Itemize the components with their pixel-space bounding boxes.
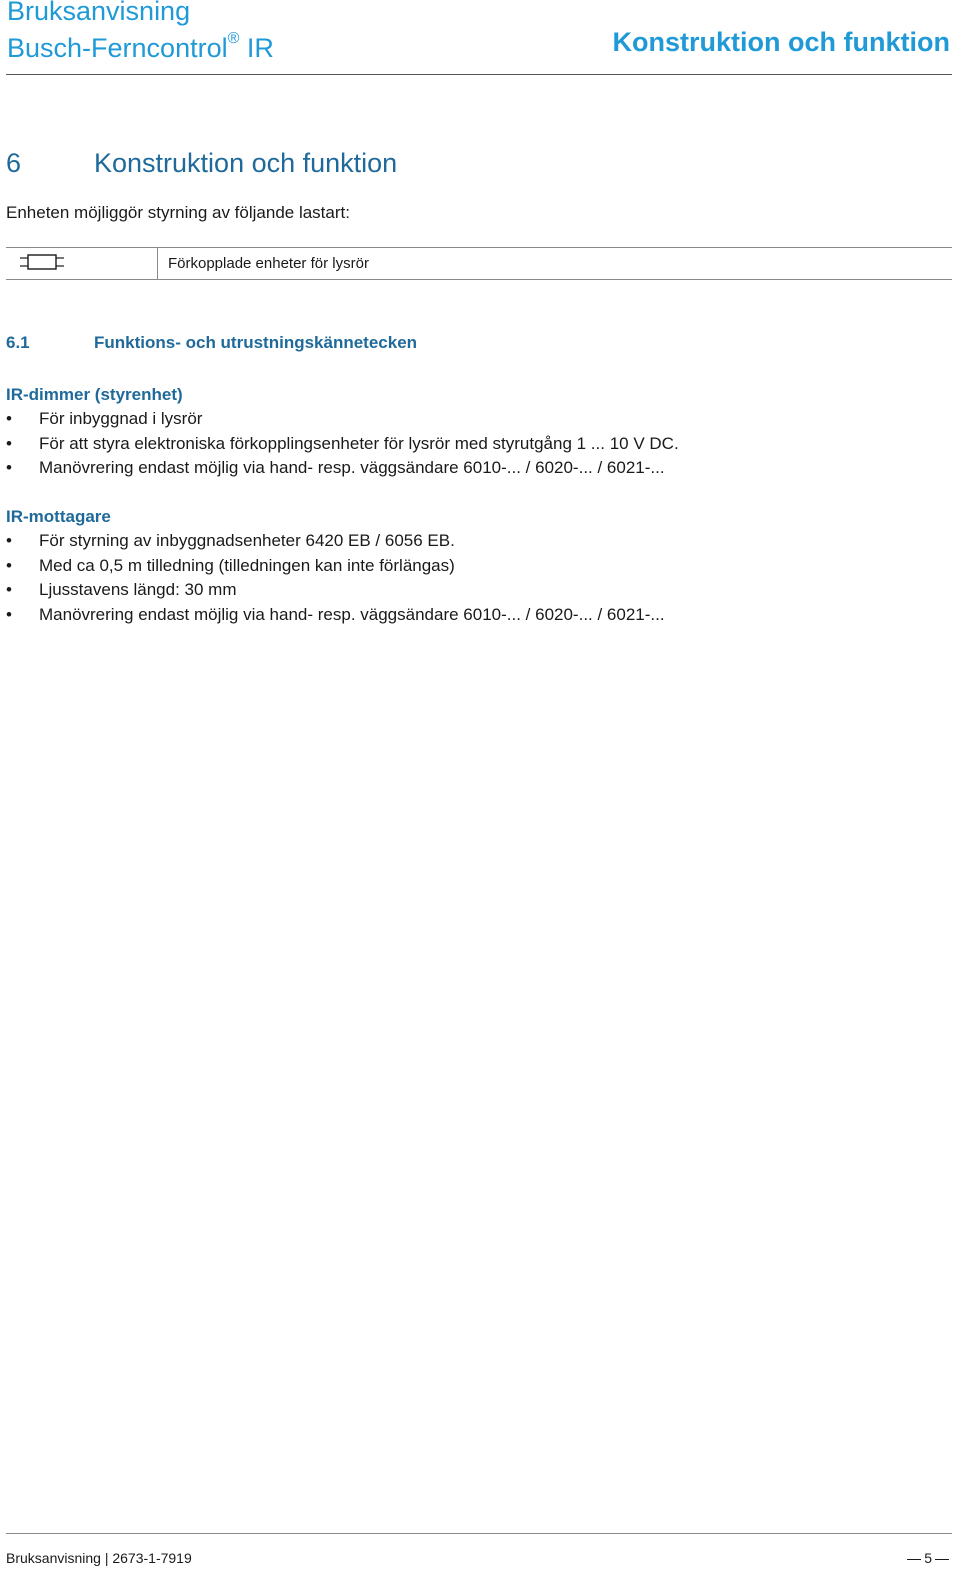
header-title-block: [7, 0, 274, 64]
load-type-table: [6, 247, 952, 280]
bullet-icon: •: [6, 458, 12, 477]
list-item: • Manövrering endast möjlig via hand- resp. väggsändare 6010-... / 6020-... / 6021-...: [6, 456, 679, 481]
group-heading-ir-receiver: IR-mottagare: [6, 507, 111, 526]
header-divider: [6, 74, 952, 75]
section-title: [6, 146, 397, 180]
registered-mark: ®: [227, 30, 240, 47]
ballast-symbol-icon: [20, 254, 66, 272]
group-heading-ir-dimmer: IR-dimmer (styrenhet): [6, 385, 183, 404]
list-item: • Med ca 0,5 m tilledning (tilledningen kan inte förlängas): [6, 554, 665, 579]
feature-list-ir-receiver: [6, 529, 665, 627]
list-item: • För inbyggnad i lysrör: [6, 407, 679, 432]
footer-doc-ref: Bruksanvisning | 2673-1-7919: [6, 1550, 192, 1566]
subsection-number: 6.1: [6, 333, 30, 352]
feature-list-ir-dimmer: [6, 407, 679, 481]
section-number: 6: [6, 148, 22, 178]
footer-divider: [6, 1533, 952, 1534]
load-description: Förkopplade enheter för lysrör: [168, 255, 369, 272]
bullet-icon: •: [6, 555, 12, 575]
bullet-icon: •: [6, 433, 12, 453]
bullet-icon: •: [6, 531, 12, 550]
footer-page-number: 5: [904, 1550, 952, 1567]
header-doc-type: Bruksanvisning: [7, 0, 191, 26]
header-chapter: Konstruktion och funktion: [612, 27, 950, 57]
section-title-text: Konstruktion och funktion: [94, 148, 398, 178]
list-item: • Manövrering endast möjlig via hand- resp. väggsändare 6010-... / 6020-... / 6021-...: [6, 603, 665, 628]
bullet-icon: •: [6, 409, 12, 428]
subsection-title-text: Funktions- och utrustningskännetecken: [94, 333, 418, 352]
list-item: • Ljusstavens längd: 30 mm: [6, 578, 665, 603]
list-item: • För styrning av inbyggnadsenheter 6420 EB / 6056 EB.: [6, 529, 665, 554]
bullet-icon: •: [6, 580, 12, 599]
list-item: • För att styra elektroniska förkopplingsenheter för lysrör med styrutgång 1 ... 10 V DC.: [6, 432, 679, 457]
load-symbol-cell: [6, 248, 158, 279]
section-intro: Enheten möjliggör styrning av följande lastart:: [6, 203, 350, 222]
header-product: Busch-Ferncontrol® IR: [7, 30, 274, 63]
bullet-icon: •: [6, 604, 12, 624]
subsection-title: [6, 332, 417, 354]
